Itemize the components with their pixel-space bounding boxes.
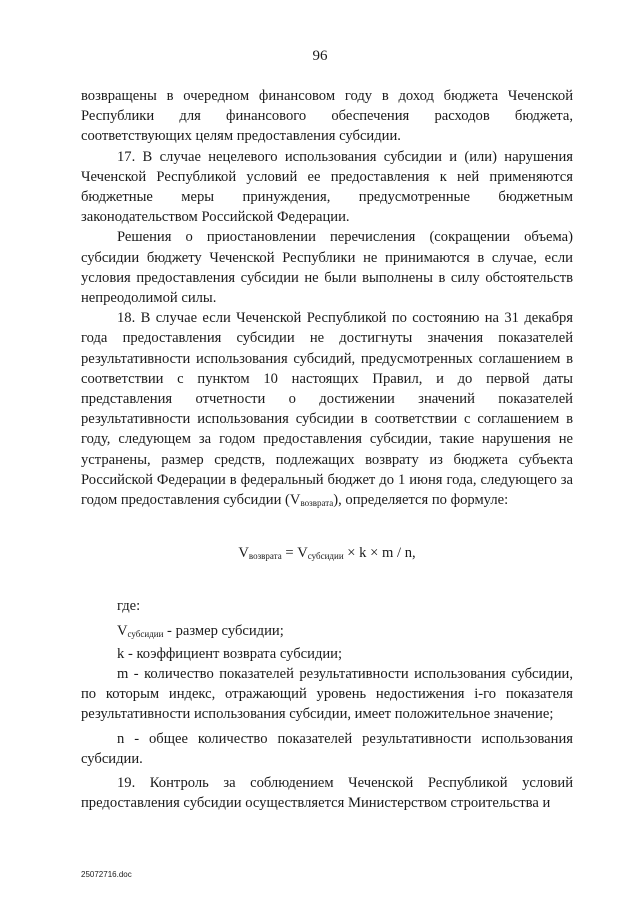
page-number: 96 bbox=[312, 48, 328, 64]
paragraph-17: 17. В случае нецелевого использования субсидии и (или) нарушения Чеченской Республикой условий ее предоставления к ней применяются бюджетные меры принуждения, предусмотренные бюджетным законодательством Российской Федерации. bbox=[81, 148, 573, 226]
definition-n: n - общее количество показателей результативности использования субсидии. bbox=[81, 730, 573, 767]
paragraph-18-text: 18. В случае если Чеченской Республикой по состоянию на 31 декабря года предоставления субсидии не достигнуты значения показателей результативности использования субсидий, предусмотренных соглашением в соответствии с пунктом 10 настоящих Правил, и до первой даты представления отчетности о достижении значений показателей результативности использования субсидии в соответствии с соглашением в году, следующем за годом предоставления субсидии, такие нарушения не устранены, размер средств, подлежащих возврату из бюджета субъекта Российской Федерации в федеральный бюджет до 1 июня года, следующего за годом предоставления субсидии (V bbox=[81, 310, 573, 509]
paragraph-suspension-decisions: Решения о приостановлении перечисления (сокращении объема) субсидии бюджету Чеченской Республики не принимаются в случае, если условия предоставления субсидии не были выполнены в силу обстоятельств непреодолимой силы. bbox=[81, 229, 573, 307]
document-filename-footer: 25072716.doc bbox=[81, 870, 132, 879]
paragraph-18 bbox=[81, 308, 573, 513]
formula-v-return-subscript: возврата bbox=[248, 551, 282, 562]
formula-v-subsidy-subscript: субсидии bbox=[307, 551, 344, 562]
definition-v-subscript: субсидии bbox=[127, 628, 164, 639]
definition-v-text: - размер субсидии; bbox=[163, 622, 284, 639]
formula-equals: = V bbox=[281, 545, 308, 562]
definition-k: k - коэффициент возврата субсидии; bbox=[117, 645, 343, 662]
definition-m: m - количество показателей результативности использования субсидии, по которым индекс, отражающий уровень недостижения i-го показателя результативности использования субсидии, имеет положительное значение; bbox=[81, 666, 573, 723]
v-return-subscript: возврата bbox=[300, 498, 334, 509]
paragraph-19: 19. Контроль за соблюдением Чеченской Республикой условий предоставления субсидии осуществляется Министерством строительства и bbox=[81, 775, 573, 812]
definition-v-subsidy: $V_{субсидии}$ - размер субсидии; bbox=[117, 622, 284, 639]
paragraph-18-end: ), определяется по формуле: bbox=[333, 492, 509, 509]
return-formula: $V_{возврата} = V_{субсидии} \times k \times m / n$, bbox=[238, 545, 416, 562]
document-body bbox=[81, 86, 573, 814]
paragraph-continuation: возвращены в очередном финансовом году в доход бюджета Чеченской Республики для финансового обеспечения расходов бюджета, соответствующих целям предоставления субсидии. bbox=[81, 88, 573, 145]
where-label: где: bbox=[117, 598, 141, 615]
formula-rest: × k × m / n, bbox=[343, 545, 416, 562]
